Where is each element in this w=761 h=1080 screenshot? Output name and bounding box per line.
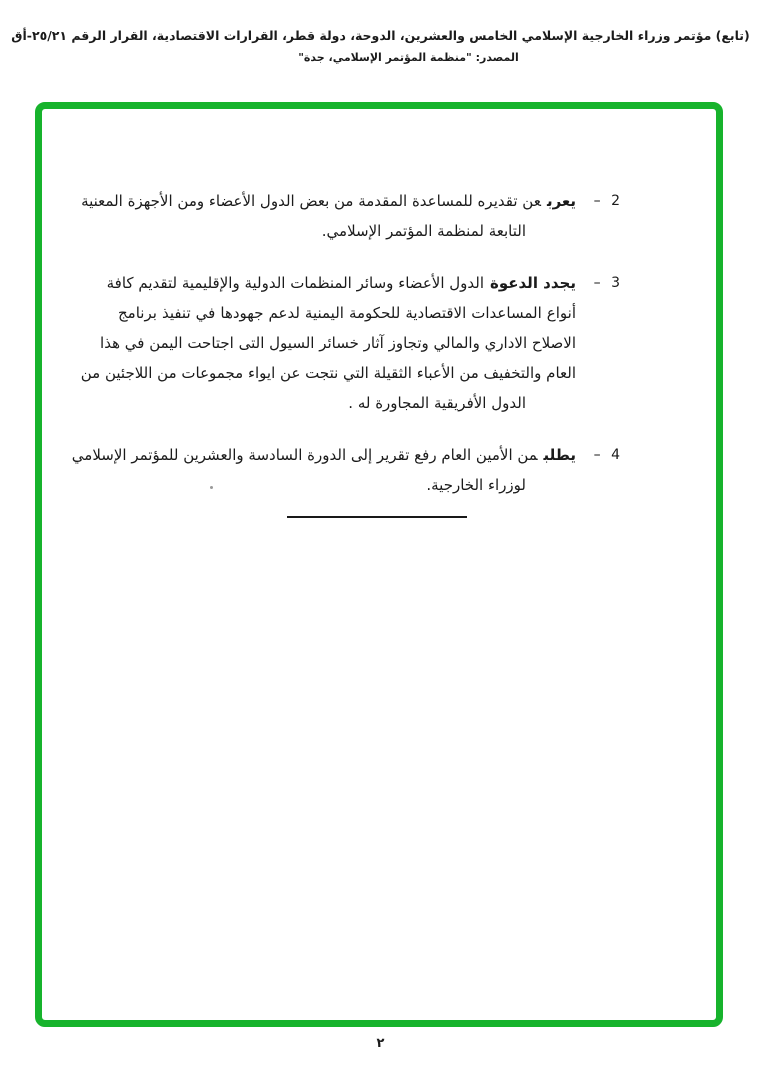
- clause-line: الاصلاح الاداري والمالي وتجاوز آثار خسائر السيول التى اجتاحت اليمن في هذا: [100, 334, 576, 352]
- resolution-clauses: [71, 186, 620, 522]
- clause-lead-word: يعرب: [546, 192, 576, 210]
- clause-number: 2 –: [593, 193, 620, 209]
- separator-line: [287, 516, 467, 518]
- clause-line: العام والتخفيف من الأعباء الثقيلة التي نتجت عن ايواء مجموعات من اللاجئين من: [80, 364, 576, 382]
- resolution-clause-3: [80, 268, 620, 418]
- header-title-line: (تابع) مؤتمر وزراء الخارجية الإسلامي الخامس والعشرين، الدوحة، دولة قطر، القرارات الاقتصادية، القرار الرقم ٢٥/٢١-أق: [11, 28, 750, 43]
- clause-number: 4 –: [593, 447, 620, 463]
- clause-line-rest: من الأمين العام رفع تقرير إلى الدورة السادسة والعشرين للمؤتمر الإسلامي: [71, 446, 538, 464]
- clause-line: [81, 186, 576, 216]
- clause-line-rest: عن تقديره للمساعدة المقدمة من بعض الدول الأعضاء ومن الأجهزة المعنية: [81, 192, 541, 210]
- clause-line: [71, 440, 576, 470]
- scan-speck: [210, 486, 213, 489]
- clause-text: [71, 440, 576, 500]
- clause-lead-word: يجدد الدعوة: [490, 274, 576, 292]
- resolution-clause-2: [81, 186, 620, 246]
- clause-line-rest: الدول الأعضاء وسائر المنظمات الدولية والإقليمية لتقديم كافة: [106, 274, 485, 292]
- clause-text: [80, 268, 576, 418]
- clause-line: أنواع المساعدات الاقتصادية للحكومة اليمنية لدعم جهودها في تنفيذ برنامج: [118, 304, 576, 322]
- header-source-line: المصدر: "منظمة المؤتمر الإسلامي، جدة": [298, 51, 519, 64]
- clause-text: [81, 186, 576, 246]
- document-header: [0, 28, 761, 64]
- clause-number: 3 –: [593, 275, 620, 291]
- clause-line: لوزراء الخارجية.: [426, 476, 526, 494]
- clause-line: [106, 268, 576, 298]
- clause-line: التابعة لمنظمة المؤتمر الإسلامي.: [321, 222, 526, 240]
- resolution-clause-4: [71, 440, 620, 500]
- clause-lead-word: يطلب: [543, 446, 576, 464]
- page-number: ٢: [376, 1036, 385, 1051]
- clause-line: الدول الأفريقية المجاورة له .: [348, 394, 526, 412]
